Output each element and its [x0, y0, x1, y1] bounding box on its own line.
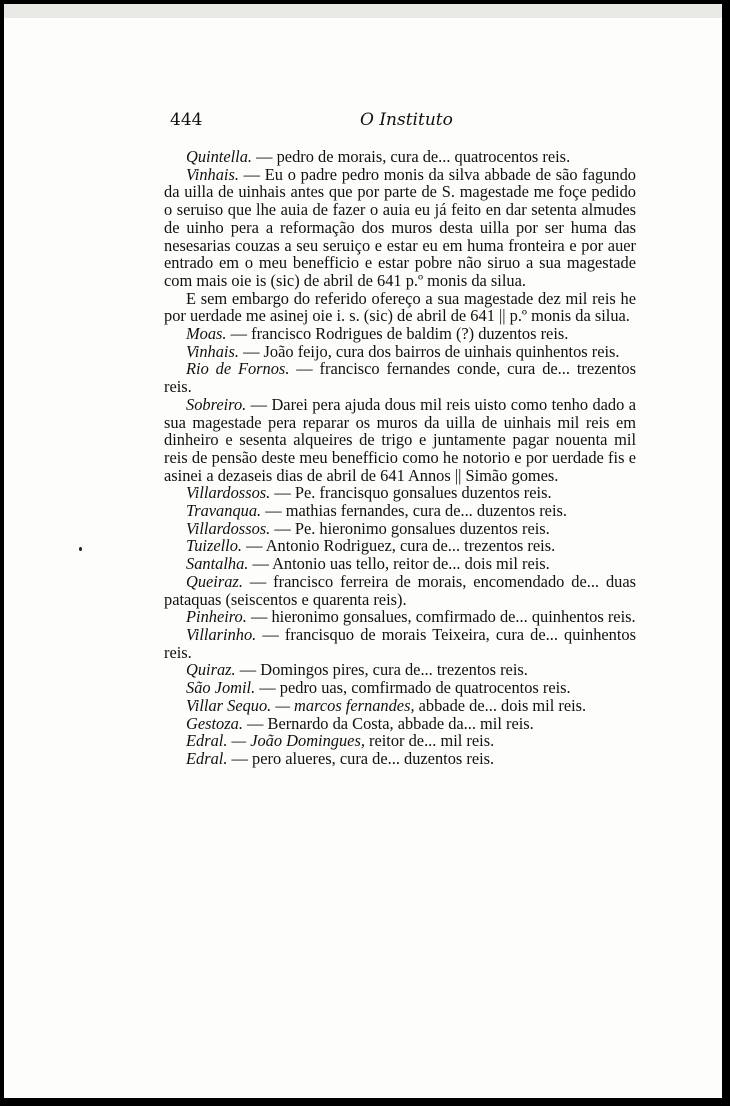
entry-text: — Pe. francisquo gonsalues duzentos reis. — [270, 483, 552, 503]
entry-place: Travanqua. — [186, 501, 262, 521]
entry-text: — francisco fernandes conde, cura de... trezentos reis. — [164, 359, 636, 397]
entry-place: Tuizello. — [186, 536, 243, 556]
entry-text: — hieronimo gonsalues, comfirmado de... quinhentos reis. — [246, 607, 636, 627]
entry-place: Quintella. — [186, 147, 253, 166]
entry-text: — pedro uas, comfirmado de quatrocentos reis. — [255, 678, 571, 698]
book-page — [4, 4, 722, 1098]
entry-paragraph — [164, 396, 636, 485]
entry-text: reitor de... mil reis. — [364, 731, 495, 751]
entry-paragraph — [164, 325, 636, 343]
entry-place: Pinheiro. — [186, 607, 247, 627]
entry-paragraph — [164, 537, 636, 555]
entry-text: — Antonio Rodriguez, cura de... trezentos reis. — [242, 536, 556, 556]
entry-place: Queiraz. — [186, 571, 243, 591]
entry-text: — francisquo de morais Teixeira, cura de... quinhentos reis. — [164, 624, 636, 662]
entry-text: — Domingos pires, cura de... trezentos reis. — [235, 660, 528, 680]
entry-place: Vinhais. — [186, 164, 239, 184]
entry-paragraph — [164, 732, 636, 750]
entry-text: — Antonio uas tello, reitor de... dois mil reis. — [248, 554, 550, 574]
entry-text: — Darei pera ajuda dous mil reis uisto como tenho dado a sua magestade pera reparar os muros da uilla de uinhais mil reis em dinheiro e sesenta alqueires de trigo e juntamente pagar nouenta mil reis de pensão deste meu benefficio como he notorio e por uerdade fis e asinei a dezaseis dias de abril de 641 Annos || Simão gomes. — [164, 394, 636, 485]
entry-text: — francisco Rodrigues de baldim (?) duzentos reis. — [226, 324, 569, 344]
entry-place: Quiraz. — [186, 660, 236, 680]
entry-paragraph — [164, 166, 636, 290]
page-header — [170, 110, 630, 134]
entry-paragraph — [164, 661, 636, 679]
entry-text: — Eu o padre pedro monis da silva abbade de são fagundo da uilla de uinhais antes que por parte de S. magestade me foçe pedido o seruiso que lhe auia de fazer o auia eu já feito en dar setenta almudes de uinho pera a reformação dos muros desta uilla por ser huma das nesesarias couzas a seu seruiço e estar eu em huma fronteira e por auer entrado em o meu benefficio e estar pobre não siruo a sua magestade com mais oie is (sic) de abril de 641 p.º monis da silua. — [164, 164, 636, 290]
running-title: O Instituto — [360, 110, 453, 130]
entry-place: Vinhais. — [186, 341, 239, 361]
entry-text: — pero alueres, cura de... duzentos reis. — [227, 748, 495, 768]
entry-text: — Pe. hieronimo gonsalues duzentos reis. — [270, 518, 550, 538]
entry-text: — mathias fernandes, cura de... duzentos reis. — [261, 501, 567, 521]
entry-paragraph — [164, 555, 636, 573]
entry-paragraph — [164, 290, 636, 325]
entry-paragraph — [164, 360, 636, 395]
entry-text: abbade de... dois mil reis. — [414, 695, 587, 715]
margin-speck — [79, 547, 82, 551]
entry-text: E sem embargo do referido ofereço a sua magestade dez mil reis he por uerdade me asinej oie i. s. (sic) de abril de 641 || p.º monis da silua. — [164, 288, 636, 326]
page-number: 444 — [170, 110, 203, 130]
entry-paragraph — [164, 520, 636, 538]
entry-paragraph — [164, 626, 636, 661]
entry-paragraph — [164, 697, 636, 715]
entry-paragraph — [164, 343, 636, 361]
entry-place: Villar Sequo. — marcos fernandes, — [186, 695, 415, 715]
entry-paragraph — [164, 573, 636, 608]
entry-place: Edral. — João Domingues, — [186, 731, 365, 751]
entry-place: Edral. — [186, 748, 228, 768]
entry-paragraph — [164, 679, 636, 697]
entry-place: Sobreiro. — [186, 394, 247, 414]
entry-paragraph — [164, 502, 636, 520]
entry-text: — Bernardo da Costa, abbade da... mil reis. — [242, 713, 534, 733]
entry-paragraph — [164, 715, 636, 733]
entry-place: São Jomil. — [186, 678, 256, 698]
entry-place: Santalha. — [186, 554, 249, 574]
entry-place: Villardossos. — [186, 483, 271, 503]
page-body — [164, 148, 636, 768]
entry-text: — francisco ferreira de morais, encomendado de... duas pataquas (seiscentos e quarenta reis). — [164, 571, 636, 609]
entry-paragraph — [164, 484, 636, 502]
entry-place: Villardossos. — [186, 518, 271, 538]
entry-place: Rio de Fornos. — [186, 359, 290, 379]
entry-place: Gestoza. — [186, 713, 243, 733]
entry-place: Villarinho. — [186, 624, 257, 644]
entry-place: Moas. — [186, 324, 227, 344]
entry-text: — pedro de morais, cura de... quatrocentos reis. — [252, 147, 571, 166]
entry-text: — João feijo, cura dos bairros de uinhais quinhentos reis. — [238, 341, 620, 361]
entry-paragraph — [164, 750, 636, 768]
entry-paragraph — [164, 148, 636, 166]
entry-paragraph — [164, 608, 636, 626]
